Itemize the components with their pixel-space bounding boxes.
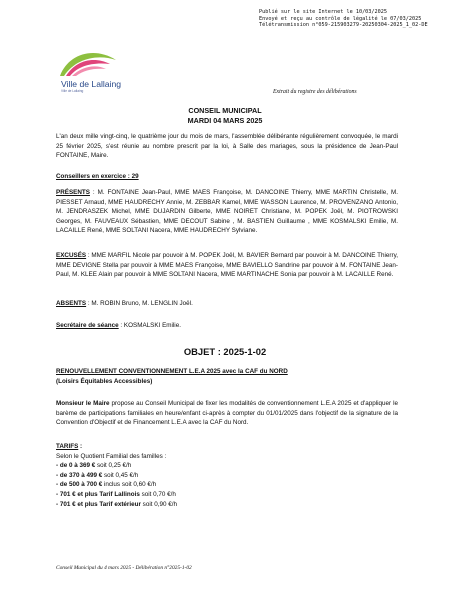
tariff-range: - 701 € et plus Tarif extérieur — [56, 500, 141, 508]
stamp-received: Envoyé et reçu au contrôle de légalité le 07/03/2025 — [259, 15, 422, 22]
councillors-count: Conseillers en exercice : 29 — [56, 173, 139, 180]
tariffs-intro: Selon le Quotient Familial des familles : — [56, 452, 167, 460]
tariff-rate: soit 0,45 €/h — [102, 471, 139, 479]
logo-wordmark: Ville de Lallaing — [61, 79, 122, 89]
present-list: : M. FONTAINE Jean-Paul, MME MAES Françoise, M. DANCOINE Thierry, MME MARTIN Christelle, M. PIESSET Arnaud, MME HAUDRECHY Annie, M. ZEBBAR Kamel, MME WASSON Laurence, M. PROVENZANO Antonio, M. JENDRASZEK Michel, MME DUJARDIN Gilberte, MME NOIRET Christiane, M. POPEK Joël, M. PIOTROWSKI Georges, M. FAUVEAUX Sébastien, MME DECOUT Sabine , M. BASTIEN Guillaume , MME KOSMALSKI Emilie, M. LACAILLE René, MME SOLTANI Nacera, MME HAUDRECHY Sylviane. — [56, 189, 398, 235]
absent-members — [56, 299, 398, 309]
transmission-stamp — [259, 9, 428, 29]
secretary-label: Secrétaire de séance — [56, 322, 119, 329]
tariff-row — [56, 480, 398, 490]
intro-paragraph: L'an deux mille vingt-cinq, le quatrième jour du mois de mars, l'assemblée délibérante régulièrement convoquée, le mardi 25 février 2025, s'est réunie au nombre prescrit par la loi, à Salle des mariages, sous la présidence de Jean-Paul FONTAINE, Maire. — [56, 133, 398, 160]
tariff-rate: soit 0,90 €/h — [140, 500, 177, 508]
stamp-transmission: Télétransmission n°059-215903279-20250304-2025_1_02-DE — [259, 22, 428, 29]
tariff-rate: soit 0,70 €/h — [139, 490, 176, 498]
stamp-published: Publié sur le site Internet le 10/03/2025 — [259, 9, 388, 15]
page-footer: Conseil Municipal du 4 mars 2025 - Délibération n°2025-1-02 — [56, 565, 192, 571]
subject-subtitle: (Loisirs Équitables Accessibles) — [56, 377, 153, 385]
deliberation-object: OBJET : 2025-1-02 — [183, 346, 267, 357]
excused-list: : MME MARFIL Nicole par pouvoir à M. POPEK Joël, M. BAVIER Bernard par pouvoir à M. DANCOINE Thierry, MME DEVIGNE Stella par pouvoir à MME MAES Françoise, MME BAVIELLO Sandrine par pouvoir à M. FONTAINE Jean-Paul, M. KLEE Alain par pouvoir à MME SOLTANI Nacera, MME MARTINACHE Sonia par pouvoir à M. LACAILLE René. — [56, 252, 398, 279]
excused-label: EXCUSÉS — [56, 252, 87, 259]
tariff-range: - de 370 à 499 € — [56, 471, 103, 479]
absent-label: ABSENTS — [56, 300, 87, 307]
tariff-range: - de 500 à 700 € — [56, 481, 103, 489]
council-title: CONSEIL MUNICIPAL — [188, 106, 262, 115]
tariff-row — [56, 490, 398, 500]
present-members — [56, 188, 398, 236]
tariff-rate: inclus soit 0,60 €/h — [102, 481, 157, 489]
tariff-row — [56, 471, 398, 481]
subject-title: RENOUVELLEMENT CONVENTIONNEMENT L.E.A 2025 avec la CAF du NORD — [56, 368, 288, 375]
subject-heading — [56, 367, 398, 386]
logo-tagline: Ville de Lallaing — [61, 89, 84, 93]
session-secretary — [56, 321, 398, 331]
tariff-row — [56, 461, 398, 471]
tariff-range: - 701 € et plus Tarif Lallinois — [56, 490, 140, 498]
present-label: PRÉSENTS — [56, 189, 90, 196]
excused-members — [56, 251, 398, 280]
tariffs-label: TARIFS — [56, 443, 79, 450]
tariff-row — [56, 500, 398, 510]
tariff-range: - de 0 à 369 € — [56, 462, 96, 470]
tariffs-section — [56, 442, 398, 509]
tariff-rate: soit 0,25 €/h — [95, 462, 132, 470]
secretary-name: : KOSMALSKI Emilie. — [118, 322, 181, 329]
proposal-lead: Monsieur le Maire — [56, 400, 110, 407]
proposal-paragraph — [56, 399, 398, 428]
absent-list: : M. ROBIN Bruno, M. LENGLIN Joël. — [86, 300, 193, 307]
proposal-text: propose au Conseil Municipal de fixer les modalités de conventionnement L.E.A 2025 et d'appliquer le barème de participations familiales en heure/enfant ci-après à compter du 01/01/2025 dans l'objectif de la signature de la Convention d'Objectif et de Financement L.E.A avec la CAF du Nord. — [56, 400, 398, 427]
meeting-date: MARDI 04 MARS 2025 — [187, 116, 263, 125]
register-extract-label: Extrait du registre des délibérations — [273, 89, 357, 95]
tariffs-colon: : — [78, 443, 83, 450]
